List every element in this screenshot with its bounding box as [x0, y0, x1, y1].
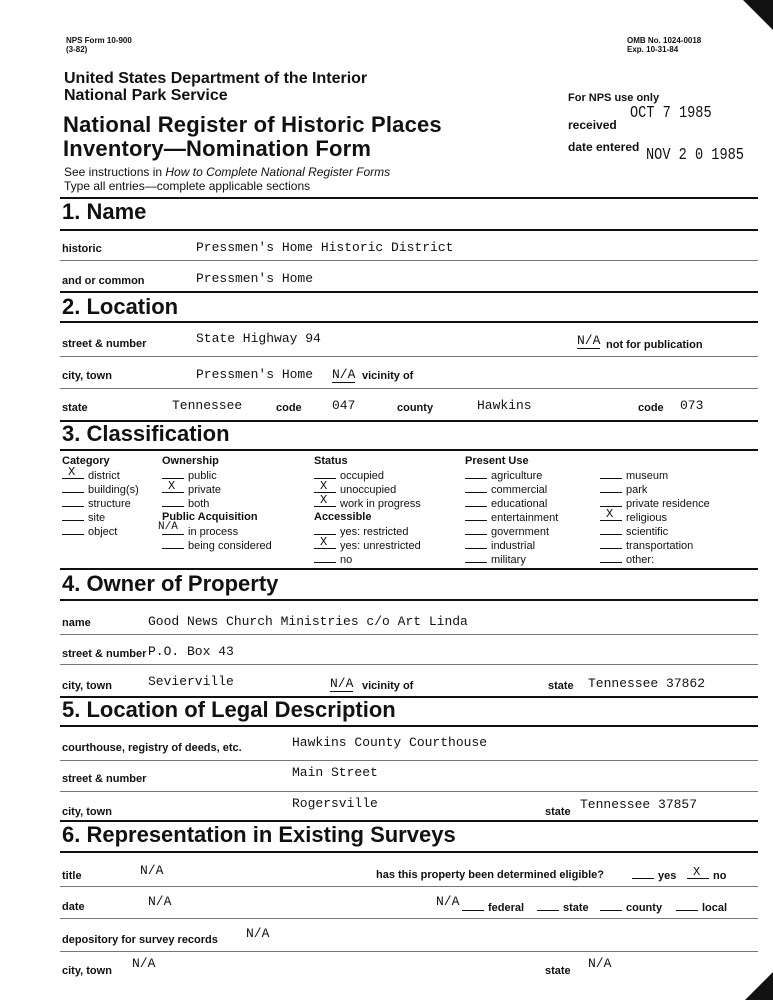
department: United States Department of the Interior [64, 70, 368, 87]
level-state: state [537, 901, 589, 914]
code2-value: 073 [680, 398, 704, 413]
acq-being-considered: being considered [162, 539, 272, 552]
common-label: and or common [62, 275, 145, 287]
legal-street-label: street & number [62, 773, 147, 785]
owner-street: P.O. Box 43 [148, 644, 234, 659]
legal-city: Rogersville [292, 796, 378, 811]
courthouse-label: courthouse, registry of deeds, etc. [62, 742, 242, 754]
use-military: military [465, 553, 526, 566]
survey-title: N/A [140, 863, 164, 878]
survey-state-label: state [545, 965, 571, 977]
owner-state-label: state [548, 680, 574, 692]
use-religious: X religious [600, 511, 667, 524]
use-transportation: transportation [600, 539, 693, 552]
omb-number: OMB No. 1024-0018 [627, 36, 702, 45]
owner-vicinity-label: vicinity of [362, 680, 414, 692]
scan-corner-mark [743, 0, 773, 30]
depository-value: N/A [246, 926, 270, 941]
owner-name: Good News Church Ministries c/o Art Linda [148, 614, 468, 629]
type-all-note: Type all entries—complete applicable sections [64, 179, 311, 193]
section-1-heading: 1. Name [62, 199, 147, 224]
form-revision: (3-82) [66, 45, 88, 54]
survey-city-label: city, town [62, 965, 112, 977]
owner-city-label: city, town [62, 680, 112, 692]
common-name: Pressmen's Home [196, 271, 314, 286]
code-label: code [276, 402, 302, 414]
use-agriculture: agriculture [465, 469, 542, 482]
status-unoccupied: X unoccupied [314, 483, 396, 496]
received-stamp: OCT 7 1985 [630, 104, 712, 123]
use-entertainment: entertainment [465, 511, 558, 524]
status-occupied: occupied [314, 469, 384, 482]
survey-title-label: title [62, 870, 82, 882]
street-value: State Highway 94 [196, 331, 321, 346]
form-number: NPS Form 10-900 [66, 36, 132, 45]
vicinity-value: N/A [332, 367, 356, 382]
section-5-heading: 5. Location of Legal Description [62, 697, 396, 722]
section-3-heading: 3. Classification [62, 421, 230, 446]
section-4-heading: 4. Owner of Property [62, 571, 279, 596]
owner-vicinity-value: N/A [330, 676, 354, 691]
use-industrial: industrial [465, 539, 535, 552]
nps-use-only: For NPS use only [568, 92, 660, 104]
owner-city: Sevierville [148, 674, 234, 689]
section-6-heading: 6. Representation in Existing Surveys [62, 822, 456, 847]
category-heading: Category [62, 455, 110, 467]
use-commercial: commercial [465, 483, 547, 496]
legal-state: Tennessee 37857 [580, 797, 698, 812]
survey-city: N/A [132, 956, 156, 971]
county-value: Hawkins [477, 398, 532, 413]
level-local: local [676, 901, 727, 914]
city-label: city, town [62, 370, 112, 382]
scan-corner-mark-bottom [745, 972, 773, 1000]
owner-state: Tennessee 37862 [588, 676, 706, 691]
form-title-1: National Register of Historic Places [63, 112, 442, 137]
form-title-2: Inventory—Nomination Form [63, 136, 372, 161]
survey-date: N/A [148, 894, 172, 909]
nfp-label: not for publication [606, 339, 703, 351]
ownership-heading: Ownership [162, 455, 219, 467]
state-label: state [62, 402, 88, 414]
accessible-heading: Accessible [314, 511, 372, 523]
owner-street-label: street & number [62, 648, 147, 660]
own-private: X private [162, 483, 221, 496]
depository-label: depository for survey records [62, 934, 218, 946]
use-private-residence: private residence [600, 497, 710, 510]
courthouse-value: Hawkins County Courthouse [292, 735, 488, 750]
survey-level: N/A [436, 894, 460, 909]
legal-state-label: state [545, 806, 571, 818]
level-federal: federal [462, 901, 524, 914]
cat-district: X district [62, 469, 120, 482]
survey-state: N/A [588, 956, 612, 971]
county-label: county [397, 402, 434, 414]
owner-name-label: name [62, 617, 91, 629]
street-label: street & number [62, 338, 147, 350]
entered-label: date entered [568, 140, 640, 154]
expiration: Exp. 10-31-84 [627, 45, 679, 54]
eligible-no: X no [687, 869, 726, 882]
status-work-in-progress: X work in progress [314, 497, 421, 510]
use-other: other: [600, 553, 654, 566]
received-label: received [568, 118, 617, 132]
acquisition-heading: Public Acquisition [162, 511, 258, 523]
cat-buildings: building(s) [62, 483, 139, 496]
cat-object: object [62, 525, 117, 538]
historic-name: Pressmen's Home Historic District [196, 240, 454, 255]
acc-restricted: yes: restricted [314, 525, 408, 538]
instructions: See instructions in How to Complete National Register Forms [64, 165, 391, 179]
cat-structure: structure [62, 497, 131, 510]
entered-stamp: NOV 2 0 1985 [646, 146, 744, 165]
cat-site: site [62, 511, 105, 524]
vicinity-label: vicinity of [362, 370, 414, 382]
acc-unrestricted: X yes: unrestricted [314, 539, 421, 552]
nfp-value: N/A [577, 333, 601, 348]
section-2-heading: 2. Location [62, 294, 179, 319]
use-park: park [600, 483, 647, 496]
acq-in-process: N/A in process [158, 521, 239, 538]
eligible-label: has this property been determined eligible? [376, 869, 604, 881]
code-value: 047 [332, 398, 356, 413]
legal-city-label: city, town [62, 806, 112, 818]
present-use-heading: Present Use [465, 455, 529, 467]
own-public: public [162, 469, 217, 482]
use-government: government [465, 525, 549, 538]
code2-label: code [638, 402, 664, 414]
eligible-yes: yes [632, 869, 676, 882]
use-museum: museum [600, 469, 668, 482]
city-value: Pressmen's Home [196, 367, 314, 382]
legal-street: Main Street [292, 765, 378, 780]
service: National Park Service [64, 87, 228, 104]
status-heading: Status [314, 455, 348, 467]
use-scientific: scientific [600, 525, 668, 538]
use-educational: educational [465, 497, 547, 510]
own-both: both [162, 497, 209, 510]
survey-date-label: date [62, 901, 85, 913]
state-value: Tennessee [172, 398, 243, 413]
acc-no: no [314, 553, 352, 566]
historic-label: historic [62, 243, 102, 255]
level-county: county [600, 901, 662, 914]
